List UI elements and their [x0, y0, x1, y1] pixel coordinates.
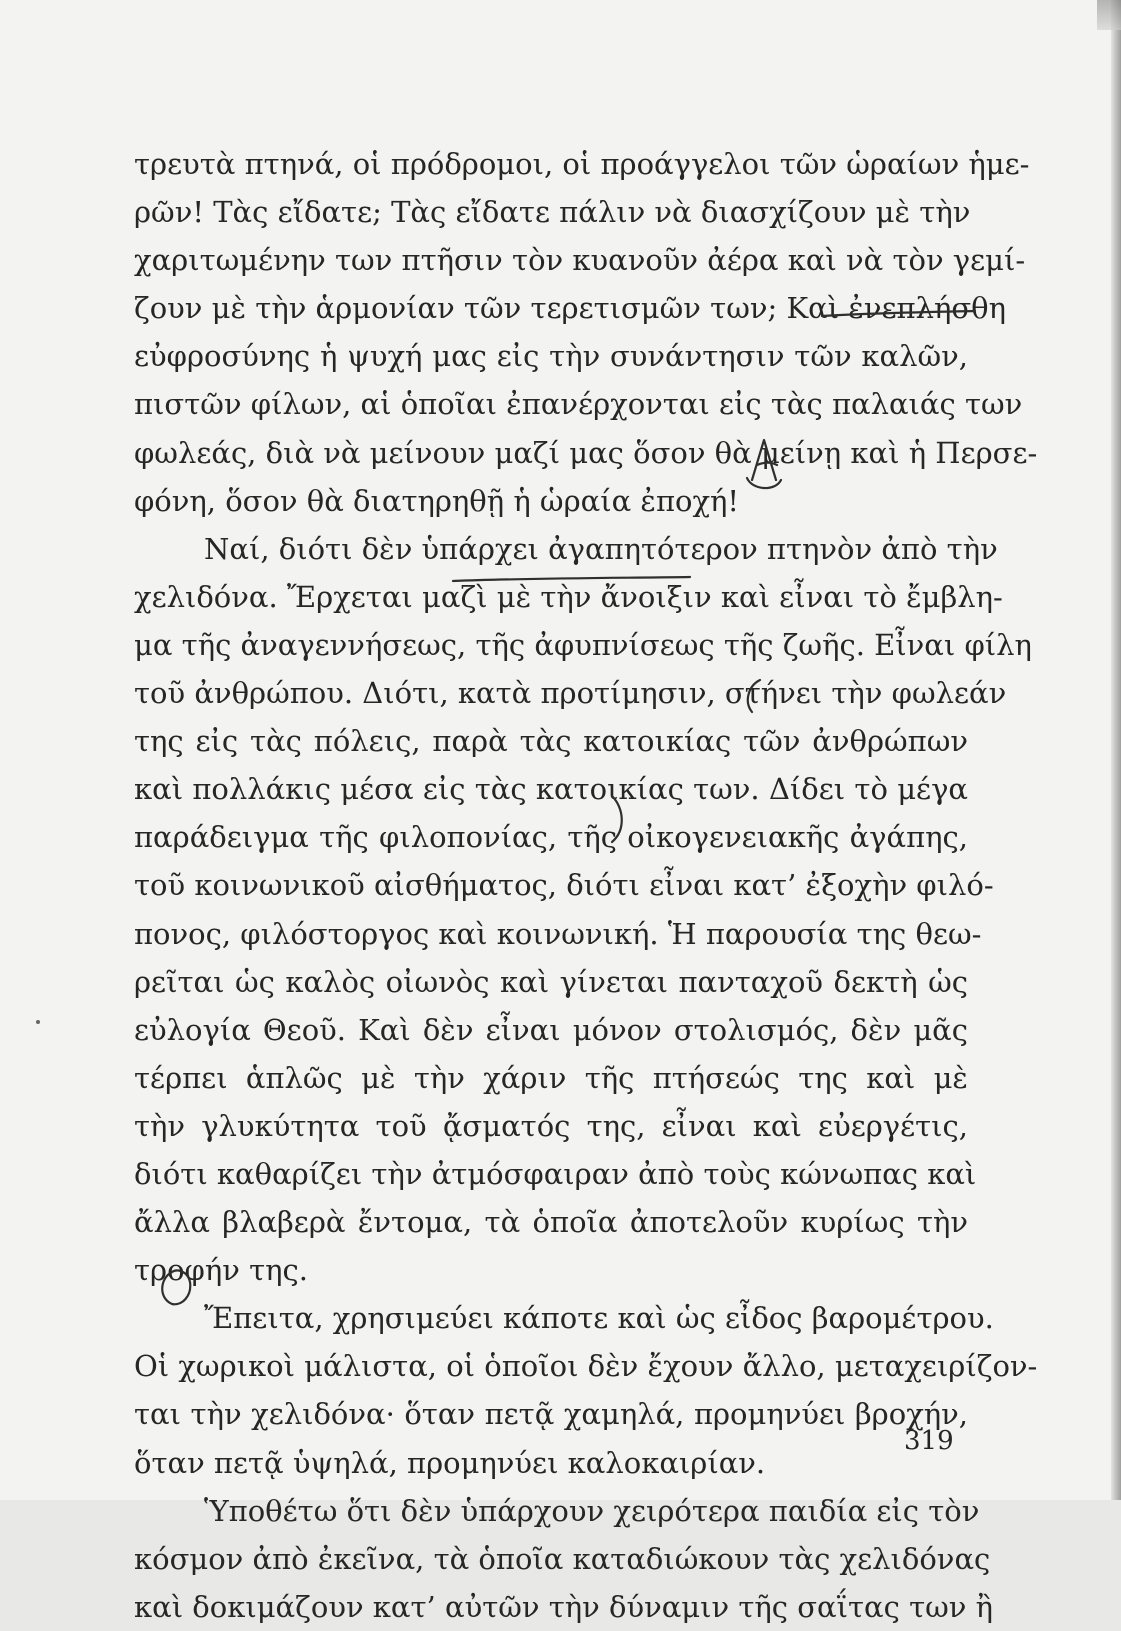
text-line: τὴν γλυκύτητα τοῦ ᾄσματός της, εἶναι καὶ εὐεργέτις,	[134, 1108, 968, 1143]
page-corner-shadow	[1097, 0, 1121, 30]
text-line: κόσμον ἀπὸ ἐκεῖνα, τὰ ὁποῖα καταδιώκουν τὰς χελιδόνας	[134, 1541, 991, 1576]
text-line: φωλεάς, διὰ νὰ μείνουν μαζί μας ὅσον θὰ μείνῃ καὶ ἡ Περσε-	[134, 435, 1038, 470]
text-line: παράδειγμα τῆς φιλοπονίας, τῆς οἰκογενειακῆς ἀγάπης,	[134, 820, 968, 855]
text-line: φόνη, ὅσον θὰ διατηρηθῇ ἡ ὡραία ἐποχή!	[134, 483, 740, 518]
text-line: ρεῖται ὡς καλὸς οἰωνὸς καὶ γίνεται πανταχοῦ δεκτὴ ὡς	[134, 964, 968, 999]
text-line: Ναί, διότι δὲν ὑπάρχει ἀγαπητότερον πτηνὸν ἀπὸ τὴν	[204, 531, 998, 566]
text-line: καὶ πολλάκις μέσα εἰς τὰς κατοικίας των. Δίδει τὸ μέγα	[134, 772, 968, 807]
text-line: τέρπει ἁπλῶς μὲ τὴν χάριν τῆς πτήσεώς της καὶ μὲ	[134, 1060, 968, 1095]
page-edge-shadow	[1111, 0, 1121, 1500]
text-line: χαριτωμένην των πτῆσιν τὸν κυανοῦν ἀέρα καὶ νὰ τὸν γεμί-	[134, 243, 1026, 278]
text-line: Ἔπειτα, χρησιμεύει κάποτε καὶ ὡς εἶδος βαρομέτρου.	[204, 1301, 994, 1336]
text-line: τοῦ ἀνθρώπου. Διότι, κατὰ προτίμησιν, στήνει τὴν φωλεάν	[134, 676, 1007, 711]
text-line: Ὑποθέτω ὅτι δὲν ὑπάρχουν χειρότερα παιδία εἰς τὸν	[204, 1493, 980, 1528]
text-line: της εἰς τὰς πόλεις, παρὰ τὰς κατοικίας τῶν ἀνθρώπων	[134, 724, 968, 759]
body-text	[134, 140, 1038, 1631]
text-line: καὶ δοκιμάζουν κατ’ αὐτῶν τὴν δύναμιν τῆς σαΐτας των ἢ	[134, 1589, 993, 1624]
text-line: Οἱ χωρικοὶ μάλιστα, οἱ ὁποῖοι δὲν ἔχουν ἄλλο, μεταχειρίζον-	[134, 1349, 1038, 1384]
text-line: εὐφροσύνης ἡ ψυχή μας εἰς τὴν συνάντησιν τῶν καλῶν,	[134, 339, 968, 374]
text-line: ρῶν! Τὰς εἴδατε; Τὰς εἴδατε πάλιν νὰ διασχίζουν μὲ τὴν	[134, 195, 971, 230]
text-line: πιστῶν φίλων, αἱ ὁποῖαι ἐπανέρχονται εἰς τὰς παλαιάς των	[134, 387, 1023, 422]
page-number: 319	[904, 1426, 954, 1456]
text-line: ζουν μὲ τὴν ἁρμονίαν τῶν τερετισμῶν των; Καὶ ἐνεπλήσθη	[134, 291, 1006, 326]
stray-dot	[36, 1020, 40, 1024]
text-line: ὅταν πετᾷ ὑψηλά, προμηνύει καλοκαιρίαν.	[134, 1445, 766, 1480]
text-line: ται τὴν χελιδόνα· ὅταν πετᾷ χαμηλά, προμηνύει βροχήν,	[134, 1397, 968, 1432]
text-line: ἄλλα βλαβερὰ ἔντομα, τὰ ὁποῖα ἀποτελοῦν κυρίως τὴν	[134, 1205, 968, 1240]
text-line: διότι καθαρίζει τὴν ἀτμόσφαιραν ἀπὸ τοὺς κώνωπας καὶ	[134, 1156, 977, 1191]
text-line: τροφήν της.	[134, 1253, 308, 1288]
text-line: τοῦ κοινωνικοῦ αἰσθήματος, διότι εἶναι κατ’ ἐξοχὴν φιλό-	[134, 868, 994, 903]
text-line: πονος, φιλόστοργος καὶ κοινωνική. Ἡ παρουσία της θεω-	[134, 916, 982, 951]
text-line: τρευτὰ πτηνά, οἱ πρόδρομοι, οἱ προάγγελοι τῶν ὡραίων ἡμε-	[134, 147, 1030, 181]
text-line: χελιδόνα. Ἔρχεται μαζὶ μὲ τὴν ἄνοιξιν καὶ εἶναι τὸ ἔμβλη-	[134, 579, 1003, 614]
text-line: εὐλογία Θεοῦ. Καὶ δὲν εἶναι μόνον στολισμός, δὲν μᾶς	[134, 1012, 968, 1047]
text-line: μα τῆς ἀναγεννήσεως, τῆς ἀφυπνίσεως τῆς ζωῆς. Εἶναι φίλη	[134, 627, 1032, 662]
